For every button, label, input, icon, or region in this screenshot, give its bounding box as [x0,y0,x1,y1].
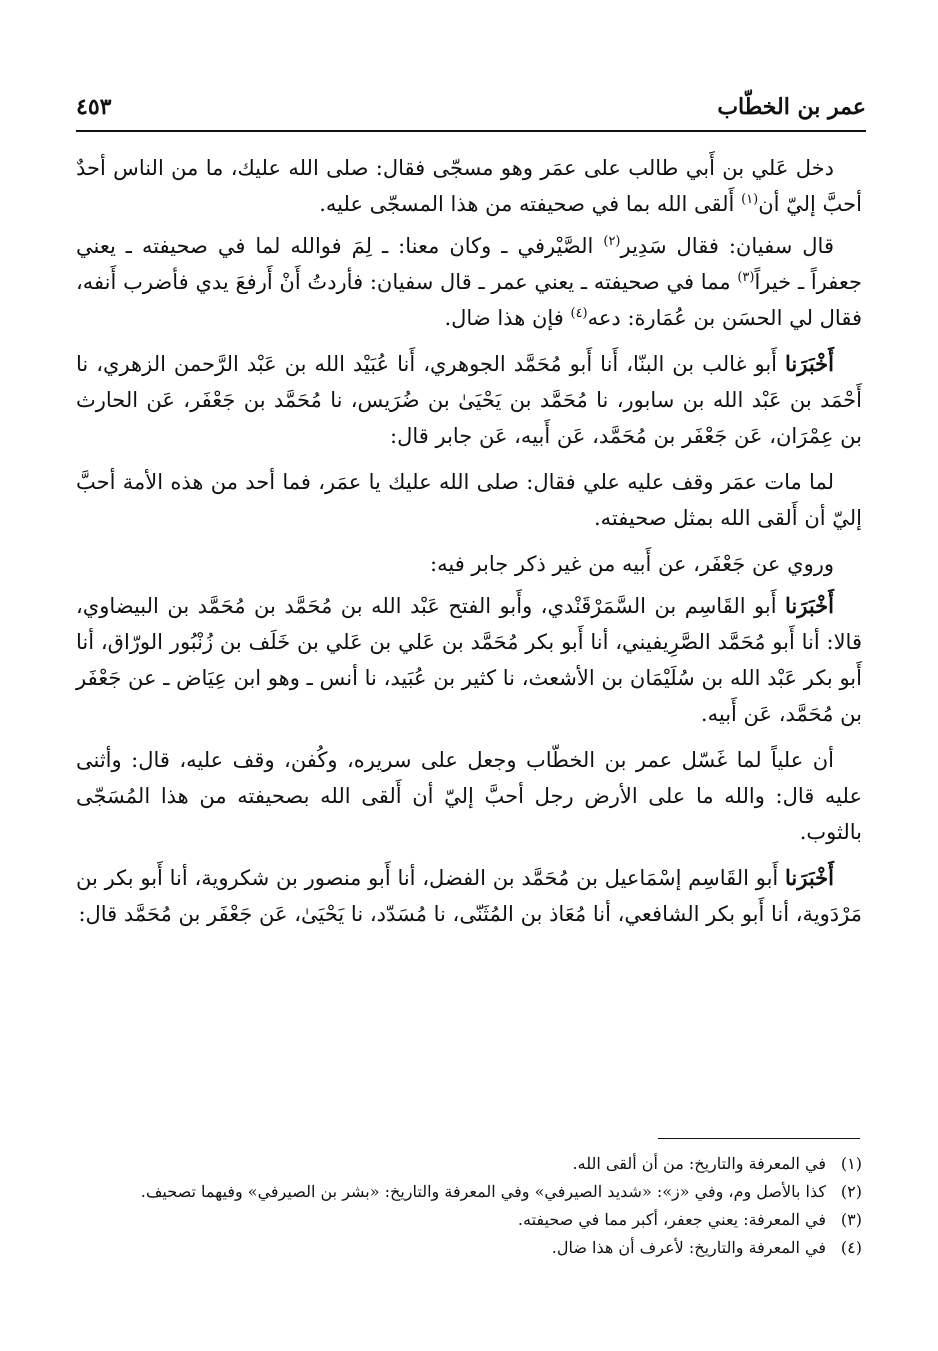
footnote-number: (٣) [840,1210,862,1229]
header-rule [76,130,866,132]
footnote-text: في المعرفة: يعني جعفر، أكبر مما في صحيفته. [517,1210,826,1229]
text-run: وروي عن جَعْفَر، عن أَبيه من غير ذكر جابر فيه: [430,552,834,576]
footnote-1 [76,1150,862,1178]
isnad-lead: أَخْبَرَنا [785,865,834,890]
text-run: أن علياً لما غَسّل عمر بن الخطّاب وجعل على سريره، وكُفن، وقف عليه، قال: وأثنى عليه قال: والله ما على الأرض رجل أحبَّ إليّ أن أَلقى الله بصحيفته من هذا المُسَجّى بالثوب. [76,748,862,844]
text-run: دخل عَلي بن أَبي طالب على عمَر وهو مسجّى فقال: صلى الله عليك، ما من الناس أحدٌ أحبَّ إليّ أن [76,156,862,216]
text-run: قال سفيان: فقال سَدِير [620,234,834,258]
chapter-title: عمر بن الخطّاب [717,94,866,120]
isnad-lead: أَخْبَرَنا [785,351,834,376]
footnote-text: كذا بالأصل وم، وفي «ز»: «شديد الصيرفي» وفي المعرفة والتاريخ: «بشر بن الصيرفي» وفيهما تصحيف. [140,1182,826,1201]
footnote-number: (٢) [840,1182,862,1201]
running-header [76,92,866,132]
footnotes [76,1150,862,1262]
paragraph-7 [76,742,862,850]
footnote-number: (١) [840,1154,862,1173]
paragraph-4 [76,464,862,536]
footnote-ref-1: (١) [741,192,759,207]
paragraph-5 [76,546,862,582]
paragraph-8 [76,860,862,932]
paragraph-1 [76,150,862,222]
paragraph-6 [76,588,862,732]
footnote-number: (٤) [840,1238,862,1257]
text-run: أَلقى الله بما في صحيفته من هذا المسجّى عليه. [319,192,735,216]
footnote-3 [76,1206,862,1234]
text-run: أَبو القَاسِم إسْمَاعيل بن مُحَمَّد بن الفضل، أنا أَبو منصور بن شكروية، أنا أَبو بكر بن مَرْدَوية، أنا أَبو بكر الشافعي، أنا مُعَاذ بن المُثَنّى، نا مُسَدّد، نا يَحْيَىٰ، عَن جَعْفَر بن مُحَمَّد قال: [76,866,862,926]
paragraph-2 [76,228,862,336]
footnote-2 [76,1178,862,1206]
isnad-lead: أَخْبَرَنا [785,593,834,618]
footnote-ref-4: (٤) [570,306,588,321]
footnote-text: في المعرفة والتاريخ: لأعرف أن هذا ضال. [551,1238,826,1257]
text-run: مما في صحيفته ـ يعني عمر ـ قال سفيان: فأردتُ أَنْ أَرفعَ يدي فأضرب أَنفه، فقال لي الحسَن بن عُمَارة: دعه [76,270,862,330]
text-run: أَبو غالب بن البنّا، أَنا أَبو مُحَمَّد الجوهري، أَنا عُبَيْد الله بن عَبْد الرَّحمن الزهري، نا أَحْمَد بن عَبْد الله بن سابور، نا مُحَمَّد بن يَحْيَىٰ بن ضُرَيس، نا مُحَمَّد بن جَعْفَر، عَن الحارث بن عِمْرَان، عَن جَعْفَر بن مُحَمَّد، عَن أَبيه، عَن جابر قال: [76,352,862,448]
paragraph-3 [76,346,862,454]
text-run: فإن هذا ضال. [444,306,571,330]
text-run: الصَّيْرفي ـ وكان معنا: ـ لِمَ فوالله لما في صحيفته ـ يعني جعفراً ـ خيراً [76,234,862,294]
footnote-ref-2: (٢) [603,234,621,249]
footnote-ref-3: (٣) [737,270,755,285]
footnote-rule [658,1138,860,1139]
footnote-4 [76,1234,862,1262]
footnote-text: في المعرفة والتاريخ: من أن ألقى الله. [572,1154,826,1173]
text-run: لما مات عمَر وقف عليه علي فقال: صلى الله عليك يا عمَر، فما أحد من هذه الأمة أحبَّ إليّ أن أَلقى الله بمثل صحيفته. [76,470,862,530]
text-run: أَبو القَاسِم بن السَّمَرْقَنْدي، وأَبو الفتح عَبْد الله بن مُحَمَّد بن مُحَمَّد بن البيضاوي، قالا: أنا أَبو مُحَمَّد الصَّرِيفيني، أنا أَبو بكر مُحَمَّد بن عَلي بن عَلي بن خَلَف بن زُنْبُور الورّاق، أنا أَبو بكر عَبْد الله بن سُلَيْمَان بن الأشعث، نا كثير بن عُبَيد، نا أنس ـ وهو ابن عِيَاض ـ عن جَعْفَر بن مُحَمَّد، عَن أَبيه. [76,594,862,726]
main-text [76,150,862,942]
page-number: ٤٥٣ [76,94,112,120]
